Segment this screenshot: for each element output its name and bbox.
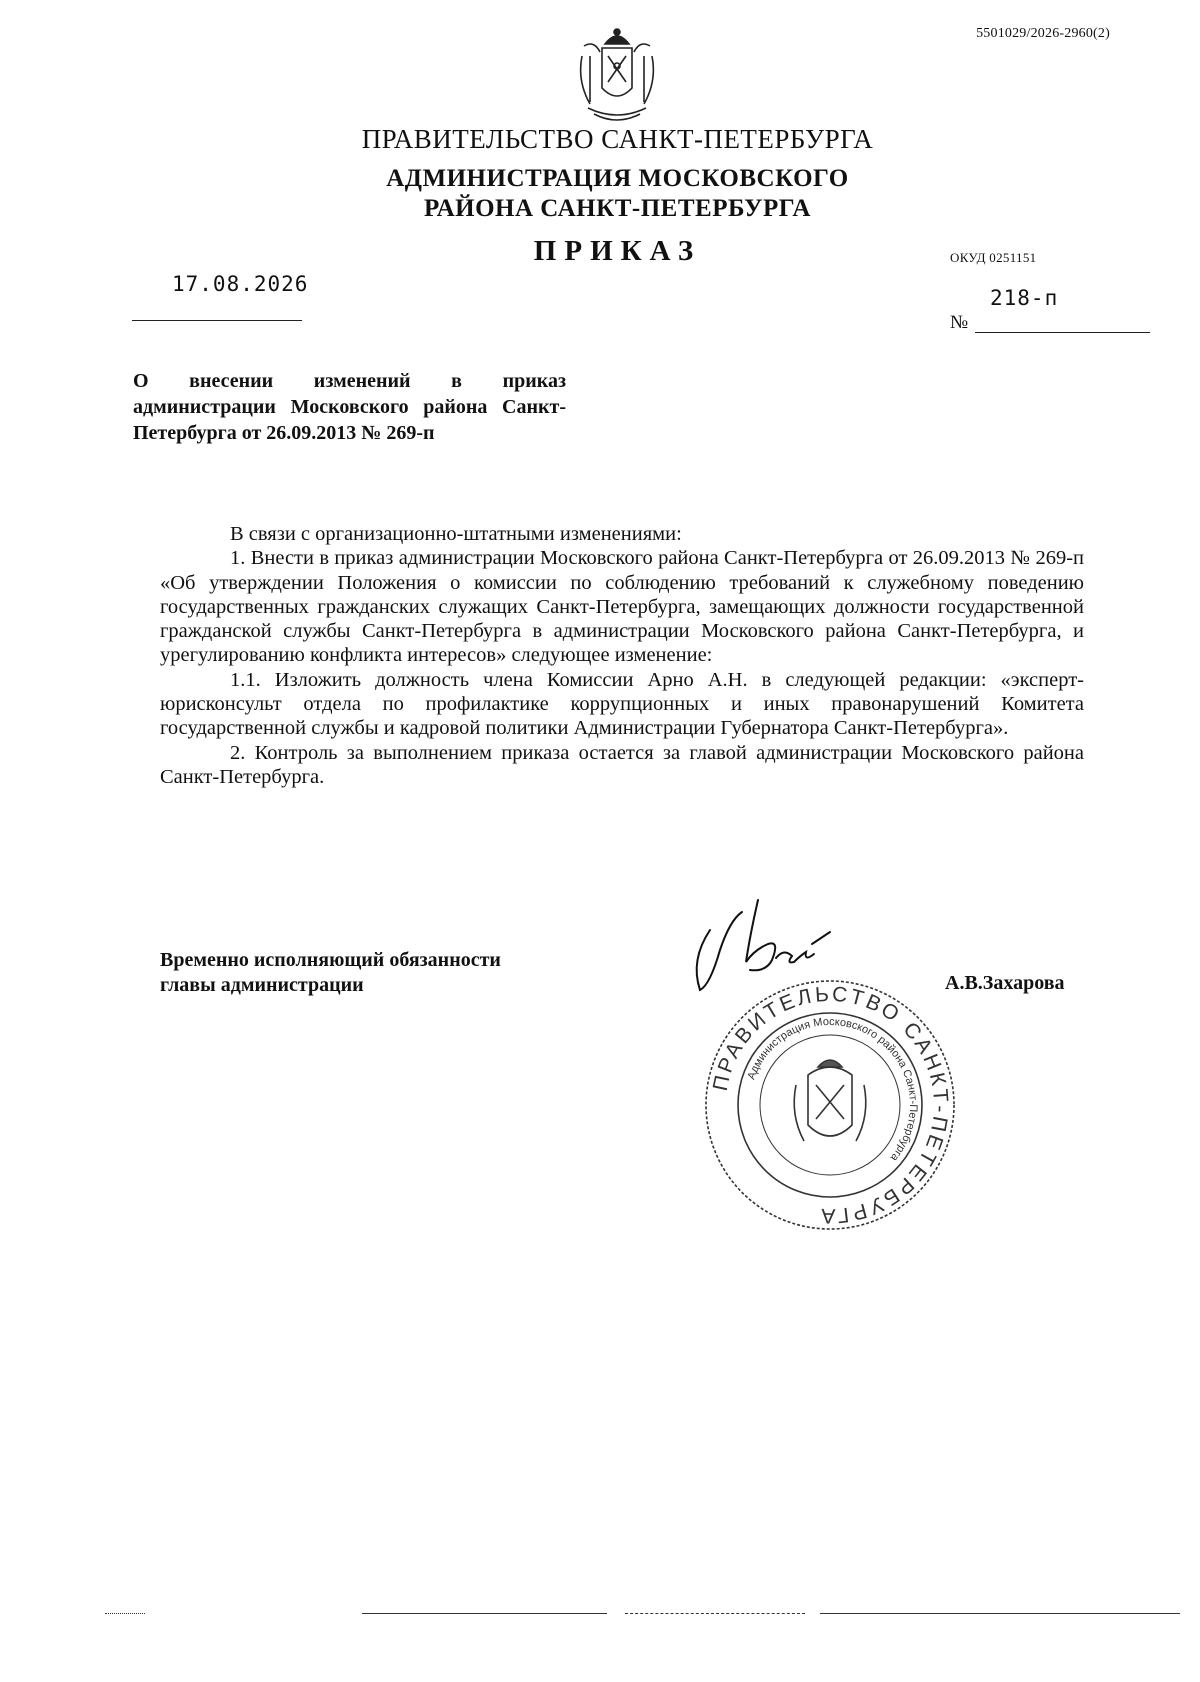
body-paragraph: В связи с организационно-штатными изменениями: bbox=[230, 523, 682, 545]
administration-title bbox=[0, 164, 1200, 224]
order-date: 17.08.2026 bbox=[172, 272, 309, 296]
order-subject: О внесении изменений в приказ администрации Московского района Санкт-Петербурга от 26.09.2013 № 269-п bbox=[133, 370, 566, 444]
footer-rule bbox=[105, 1613, 145, 1614]
footer-rule bbox=[362, 1613, 607, 1614]
body-paragraph: 1. Внести в приказ администрации Московского района Санкт-Петербурга от 26.09.2013 № 269-п «Об утверждении Положения о комиссии по соблюдению требований к служебному поведению государственных гражданских служащих Санкт-Петербурга, замещающих должности государственной гражданской службы Санкт-Петербурга в администрации Московского района Санкт-Петербурга, и урегулированию конфликта интересов» следующее изменение: bbox=[160, 547, 1084, 667]
order-title: ПРИКАЗ bbox=[533, 235, 702, 267]
okud-code: ОКУД 0251151 bbox=[950, 250, 1037, 265]
seal-inner-text: Администрация Московского района Санкт-Петербурга bbox=[745, 1015, 920, 1164]
body-paragraph: 2. Контроль за выполнением приказа остается за главой администрации Московского района Санкт-Петербурга. bbox=[160, 741, 1084, 788]
date-underline bbox=[132, 320, 302, 321]
order-body bbox=[160, 522, 1084, 789]
number-sign: № bbox=[950, 312, 969, 333]
official-seal-icon bbox=[700, 975, 960, 1235]
coat-of-arms-icon bbox=[572, 26, 662, 126]
administration-title-line-2: РАЙОНА САНКТ-ПЕТЕРБУРГА bbox=[424, 195, 811, 222]
administration-title-line-1: АДМИНИСТРАЦИЯ МОСКОВСКОГО bbox=[386, 165, 849, 192]
signatory-name: А.В.Захарова bbox=[945, 972, 1065, 994]
document-id: 5501029/2026-2960(2) bbox=[976, 26, 1110, 41]
signatory-title-line-2: главы администрации bbox=[160, 974, 364, 996]
signatory-title bbox=[160, 948, 501, 998]
seal-outer-text: ПРАВИТЕЛЬСТВО САНКТ-ПЕТЕРБУРГА bbox=[708, 982, 953, 1228]
government-title: ПРАВИТЕЛЬСТВО САНКТ-ПЕТЕРБУРГА bbox=[361, 124, 874, 154]
order-date-field bbox=[132, 272, 309, 321]
body-paragraph: 1.1. Изложить должность члена Комиссии Арно А.Н. в следующей редакции: «эксперт-юрисконсульт отдела по профилактике коррупционных и иных правонарушений Комитета государственной службы и кадровой политики Администрации Губернатора Санкт-Петербурга». bbox=[160, 668, 1084, 740]
order-number: 218-п bbox=[990, 286, 1059, 310]
footer-rule bbox=[820, 1613, 1180, 1614]
footer-rule bbox=[625, 1613, 805, 1614]
number-underline bbox=[975, 332, 1150, 333]
signatory-title-line-1: Временно исполняющий обязанности bbox=[160, 949, 501, 971]
